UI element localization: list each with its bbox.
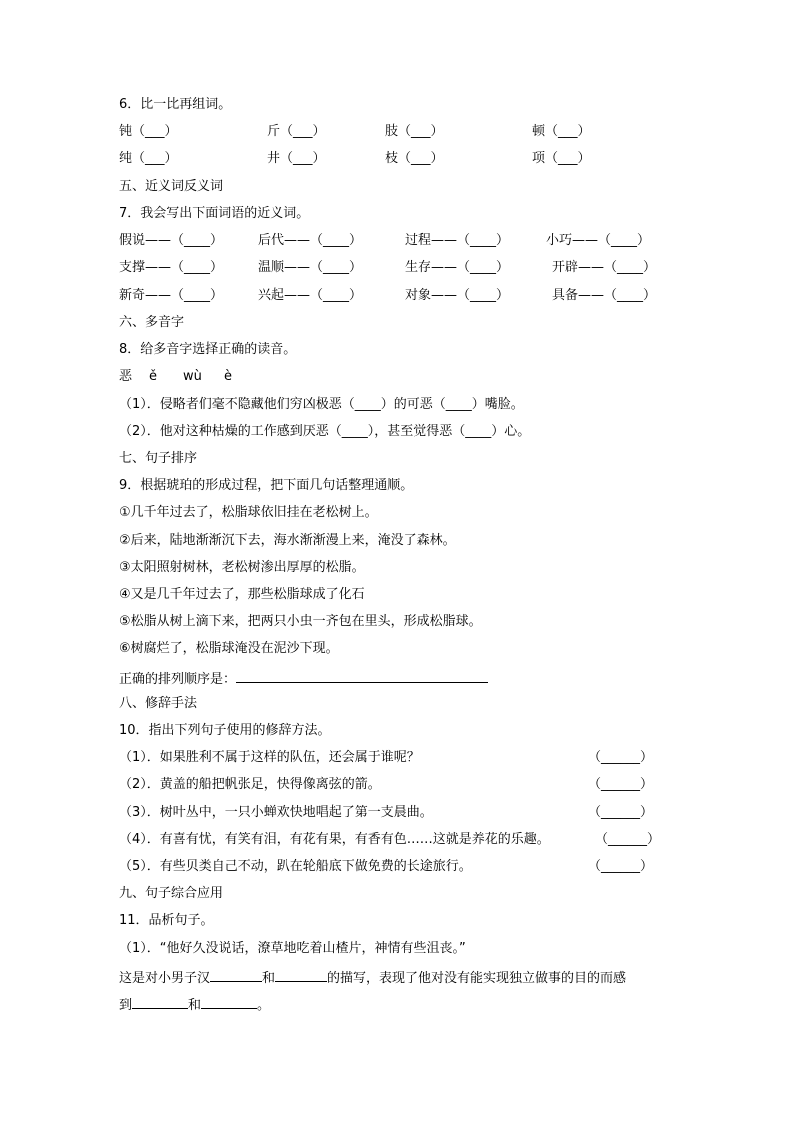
q9-answer-row bbox=[119, 668, 488, 689]
q6-word-5: 纯（___） bbox=[119, 151, 178, 166]
q9-item: ⑤松脂从树上滴下来，把两只小虫一齐包在里头，形成松脂球。 bbox=[119, 614, 482, 629]
q11-text: 的描写，表现了他对没有能实现独立做事的目的而感 bbox=[327, 971, 627, 986]
q7-word: 具备——（____） bbox=[552, 288, 657, 303]
q11-blank[interactable] bbox=[132, 994, 188, 1009]
q7-word: 支撑——（____） bbox=[119, 260, 224, 275]
q9-answer-blank[interactable] bbox=[236, 668, 488, 683]
q7-word: 过程——（____） bbox=[405, 233, 510, 248]
q10-answer-blank[interactable]: （______） bbox=[588, 750, 654, 765]
section-7-heading: 七、句子排序 bbox=[119, 451, 198, 466]
q9-title: 9．根据琥珀的形成过程，把下面几句话整理通顺。 bbox=[119, 478, 414, 493]
q8-pinyin-3: è bbox=[224, 369, 232, 384]
q11-paragraph-line-2 bbox=[119, 994, 270, 1015]
q8-pinyin-2: wù bbox=[183, 369, 202, 384]
section-5-heading: 五、近义词反义词 bbox=[119, 179, 224, 194]
q11-text: 。 bbox=[257, 998, 271, 1013]
q7-word: 小巧——（____） bbox=[546, 233, 651, 248]
q9-item: ②后来，陆地渐渐沉下去，海水渐渐漫上来，淹没了森林。 bbox=[119, 533, 456, 548]
q6-word-4: 顿（___） bbox=[532, 124, 591, 139]
q6-word-6: 井（___） bbox=[267, 151, 326, 166]
q11-text: 到 bbox=[119, 998, 133, 1013]
q7-word: 对象——（____） bbox=[405, 288, 510, 303]
q8-title: 8．给多音字选择正确的读音。 bbox=[119, 342, 297, 357]
q9-item: ⑥树腐烂了，松脂球淹没在泥沙下现。 bbox=[119, 641, 339, 656]
q9-item: ③太阳照射树林，老松树渗出厚厚的松脂。 bbox=[119, 560, 365, 575]
q6-word-1: 钝（___） bbox=[119, 124, 178, 139]
q7-word: 温顺——（____） bbox=[258, 260, 363, 275]
q11-sentence-1: （1）．“他好久没说话，潦草地吃着山楂片，神情有些沮丧。” bbox=[119, 941, 466, 956]
q11-text: 和 bbox=[262, 971, 276, 986]
section-9-heading: 九、句子综合应用 bbox=[119, 886, 224, 901]
q11-blank[interactable] bbox=[210, 967, 262, 982]
q7-word: 生存——（____） bbox=[405, 260, 510, 275]
q10-item: （5）．有些贝类自己不动，趴在轮船底下做免费的长途旅行。 bbox=[119, 859, 472, 874]
q10-item: （2）．黄盖的船把帆张足，快得像离弦的箭。 bbox=[119, 777, 381, 792]
q7-word: 后代——（____） bbox=[258, 233, 363, 248]
q11-blank[interactable] bbox=[275, 967, 327, 982]
q11-paragraph-line-1 bbox=[119, 967, 626, 988]
q6-word-3: 肢（___） bbox=[385, 124, 444, 139]
q7-word: 开辟——（____） bbox=[552, 260, 657, 275]
q7-word: 新奇——（____） bbox=[119, 288, 224, 303]
q7-title: 7．我会写出下面词语的近义词。 bbox=[119, 206, 310, 221]
q11-title: 11．品析句子。 bbox=[119, 913, 214, 928]
q7-word: 假说——（____） bbox=[119, 233, 224, 248]
q11-text: 这是对小男子汉 bbox=[119, 971, 211, 986]
q10-item: （3）．树叶丛中，一只小蝉欢快地唱起了第一支晨曲。 bbox=[119, 805, 433, 820]
q6-word-7: 枝（___） bbox=[385, 151, 444, 166]
q10-answer-blank[interactable]: （______） bbox=[595, 832, 661, 847]
q10-title: 10．指出下列句子使用的修辞方法。 bbox=[119, 723, 331, 738]
q10-item: （4）．有喜有忧，有笑有泪，有花有果，有香有色……这就是养花的乐趣。 bbox=[119, 832, 550, 847]
q9-item: ①几千年过去了，松脂球依旧挂在老松树上。 bbox=[119, 505, 378, 520]
q7-word: 兴起——（____） bbox=[258, 288, 363, 303]
q6-word-8: 项（___） bbox=[532, 151, 591, 166]
section-8-heading: 八、修辞手法 bbox=[119, 696, 198, 711]
q8-sentence-2: （2）．他对这种枯燥的工作感到厌恶（____），甚至觉得恶（____）心。 bbox=[119, 424, 531, 439]
q6-title: 6．比一比再组词。 bbox=[119, 97, 232, 112]
q10-answer-blank[interactable]: （______） bbox=[588, 805, 654, 820]
section-6-heading: 六、多音字 bbox=[119, 315, 185, 330]
q9-item: ④又是几千年过去了，那些松脂球成了化石 bbox=[119, 587, 365, 602]
q10-item: （1）．如果胜利不属于这样的队伍，还会属于谁呢？ bbox=[119, 750, 420, 765]
q9-answer-label: 正确的排列顺序是： bbox=[119, 672, 237, 687]
q10-answer-blank[interactable]: （______） bbox=[588, 777, 654, 792]
q10-answer-blank[interactable]: （______） bbox=[588, 859, 654, 874]
q6-word-2: 斤（___） bbox=[267, 124, 326, 139]
q11-blank[interactable] bbox=[201, 994, 257, 1009]
q8-pinyin-1: ě bbox=[149, 369, 157, 384]
q8-sentence-1: （1）．侵略者们毫不隐藏他们穷凶极恶（____）的可恶（____）嘴脸。 bbox=[119, 397, 524, 412]
q11-text: 和 bbox=[188, 998, 202, 1013]
q8-polyphone-char: 恶 bbox=[119, 369, 133, 384]
